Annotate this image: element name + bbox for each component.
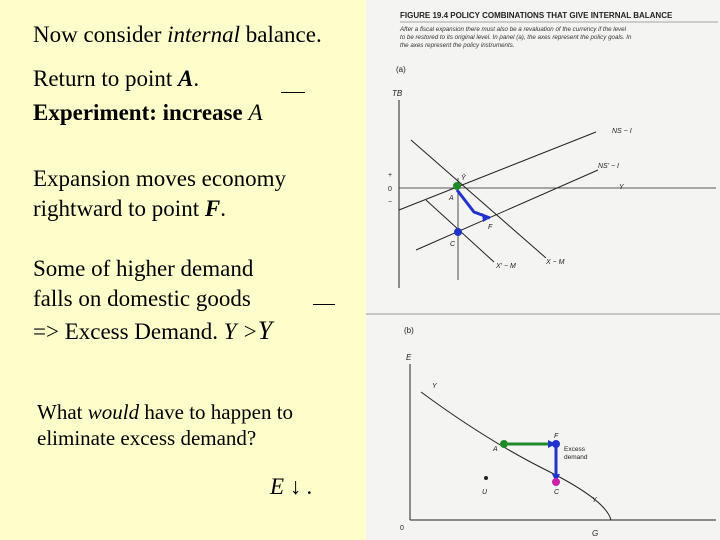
a-bar-overline — [281, 92, 305, 93]
excess-demand-text: => Excess Demand. — [33, 319, 224, 344]
rightward-text: rightward to point — [33, 196, 205, 221]
point-f-b-label: F — [554, 433, 559, 440]
panel-a-label: (a) — [396, 65, 406, 74]
figure-19-4 — [366, 0, 720, 540]
curve-y-label: Y — [432, 383, 437, 390]
xm-prime-label: X' − M — [496, 263, 516, 270]
blue-dot-f — [552, 440, 560, 448]
ybar-label: Ȳ — [461, 175, 466, 182]
point-c-b-label: C — [554, 489, 560, 496]
point-a-label: A — [178, 66, 194, 91]
e-axis-label: E — [406, 353, 412, 362]
would-word: would — [87, 400, 140, 424]
excess-demand-line — [33, 316, 272, 346]
ns-prime-label: NS' − I — [598, 163, 619, 170]
figure-svg — [366, 0, 720, 540]
xm-label: X − M — [546, 259, 565, 266]
excess-label-2: demand — [564, 454, 588, 461]
point-f-label: F — [204, 196, 221, 221]
a-bar-letter: A — [248, 100, 263, 125]
figure-title: FIGURE 19.4 POLICY COMBINATIONS THAT GIVE INTERNAL BALANCE — [400, 11, 673, 20]
rightward-period: . — [220, 196, 226, 221]
expansion-line: Expansion moves economy — [33, 166, 286, 191]
return-period: . — [193, 66, 200, 91]
intro-line — [33, 22, 322, 48]
a-bar-variable — [248, 100, 262, 125]
xm-line — [411, 140, 546, 258]
zero-label-a: 0 — [388, 186, 392, 193]
demand-line: Some of higher demand — [33, 256, 254, 281]
green-dot-a — [453, 182, 461, 190]
g-axis-label: G — [592, 529, 599, 538]
magenta-dot-c — [552, 478, 560, 486]
y-axis-label-a: Y — [619, 184, 624, 191]
point-f-fig-label: F — [488, 224, 493, 231]
caption-line-3: the axes represent the policy instruments. — [400, 42, 515, 49]
point-c-fig-label: C — [450, 241, 456, 248]
internal-word: internal — [167, 22, 240, 47]
question-line-2: eliminate excess demand? — [37, 426, 257, 450]
intro-text: Now consider — [33, 22, 168, 47]
question-line-1 — [37, 400, 293, 424]
point-a-b-label: A — [493, 446, 498, 453]
tb-axis-label: TB — [392, 89, 403, 98]
question-text: What — [37, 400, 88, 424]
intro-text-end: balance. — [239, 22, 322, 47]
plus-sign: + — [388, 172, 393, 179]
y2-label: Y — [592, 497, 597, 504]
point-u-label: U — [482, 489, 488, 496]
experiment-line — [33, 100, 263, 126]
y-bar-letter: Y — [257, 316, 273, 345]
point-u-dot — [484, 476, 488, 480]
experiment-text: Experiment: increase — [33, 100, 249, 125]
excess-label-1: Excess — [564, 446, 585, 453]
y-greater-expr: Y > — [223, 319, 258, 344]
caption-line-1: After a fiscal expansion there must also be a revaluation of the currency if the level — [400, 26, 626, 33]
domestic-line: falls on domestic goods — [33, 286, 251, 311]
answer-e-down: E ↓ . — [270, 474, 313, 499]
ns-label: NS − I — [612, 128, 632, 135]
origin-label: 0 — [400, 525, 404, 532]
green-dot-b — [500, 440, 508, 448]
minus-sign: − — [388, 199, 393, 206]
return-text: Return to point — [33, 66, 179, 91]
arrow-head-a — [482, 213, 490, 222]
question-text-end: have to happen to — [139, 400, 294, 424]
y-bar-overline — [313, 304, 335, 305]
return-line — [33, 66, 199, 92]
blue-dot-c — [454, 228, 462, 236]
rightward-line — [33, 196, 226, 222]
ns-prime-line — [416, 170, 598, 250]
caption-line-2: to be restored to its original level. In panel (a), the axes represent the policy goals. In — [400, 34, 632, 41]
panel-b-label: (b) — [404, 326, 414, 335]
ns-line — [399, 132, 596, 210]
point-a-fig-label: A — [449, 195, 454, 202]
